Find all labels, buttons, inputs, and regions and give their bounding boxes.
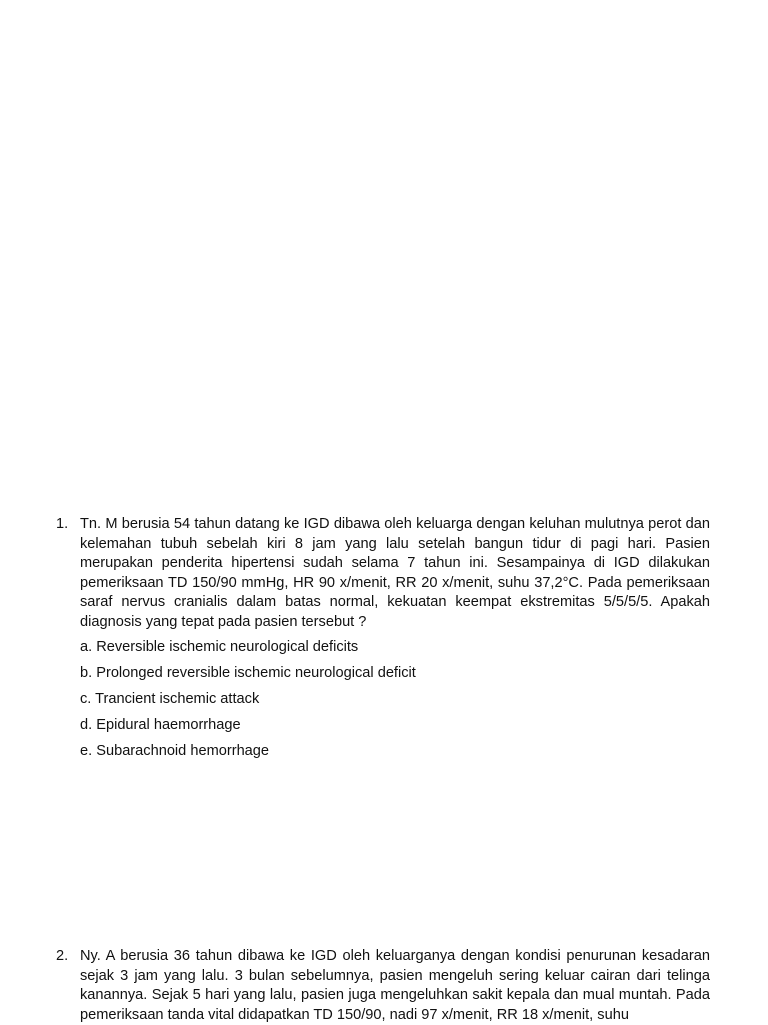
question-1-number: 1. <box>56 516 69 532</box>
question-2-number: 2. <box>56 948 69 964</box>
question-1-text: Tn. M berusia 54 tahun datang ke IGD dibawa oleh keluarga dengan keluhan mulutnya perot dan kelemahan tubuh sebelah kiri 8 jam yang lalu setelah bangun tidur di pagi hari. Pasien merupakan penderita hipertensi sudah selama 7 tahun ini. Sesampainya di IGD dilakukan pemeriksaan TD 150/90 mmHg, HR 90 x/menit, RR 20 x/menit, suhu 37,2°C. Pada pemeriksaan saraf nervus cranialis dalam batas normal, kekuatan keempat ekstremitas 5/5/5/5. Apakah diagnosis yang tepat pada pasien tersebut ? <box>80 516 710 630</box>
option-c: c. Trancient ischemic attack <box>80 690 260 707</box>
question-2 <box>56 947 710 1025</box>
option-d: d. Epidural haemorrhage <box>80 716 241 733</box>
question-1 <box>56 515 710 768</box>
question-2-text: Ny. A berusia 36 tahun dibawa ke IGD oleh keluarganya dengan kondisi penurunan kesadaran sejak 3 jam yang lalu. 3 bulan sebelumnya, pasien mengeluh sering keluar cairan dari telinga kanannya. Sejak 5 hari yang lalu, pasien juga mengeluhkan sakit kepala dan mual muntah. Pada pemeriksaan tanda vital didapatkan TD 150/90, nadi 97 x/menit, RR 18 x/menit, suhu <box>80 948 710 1023</box>
question-1-options <box>80 638 710 768</box>
question-1-row <box>56 515 710 633</box>
option-b: b. Prolonged reversible ischemic neurological deficit <box>80 664 416 681</box>
option-a: a. Reversible ischemic neurological deficits <box>80 638 359 655</box>
option-e: e. Subarachnoid hemorrhage <box>80 742 270 759</box>
question-2-row <box>56 947 710 1025</box>
